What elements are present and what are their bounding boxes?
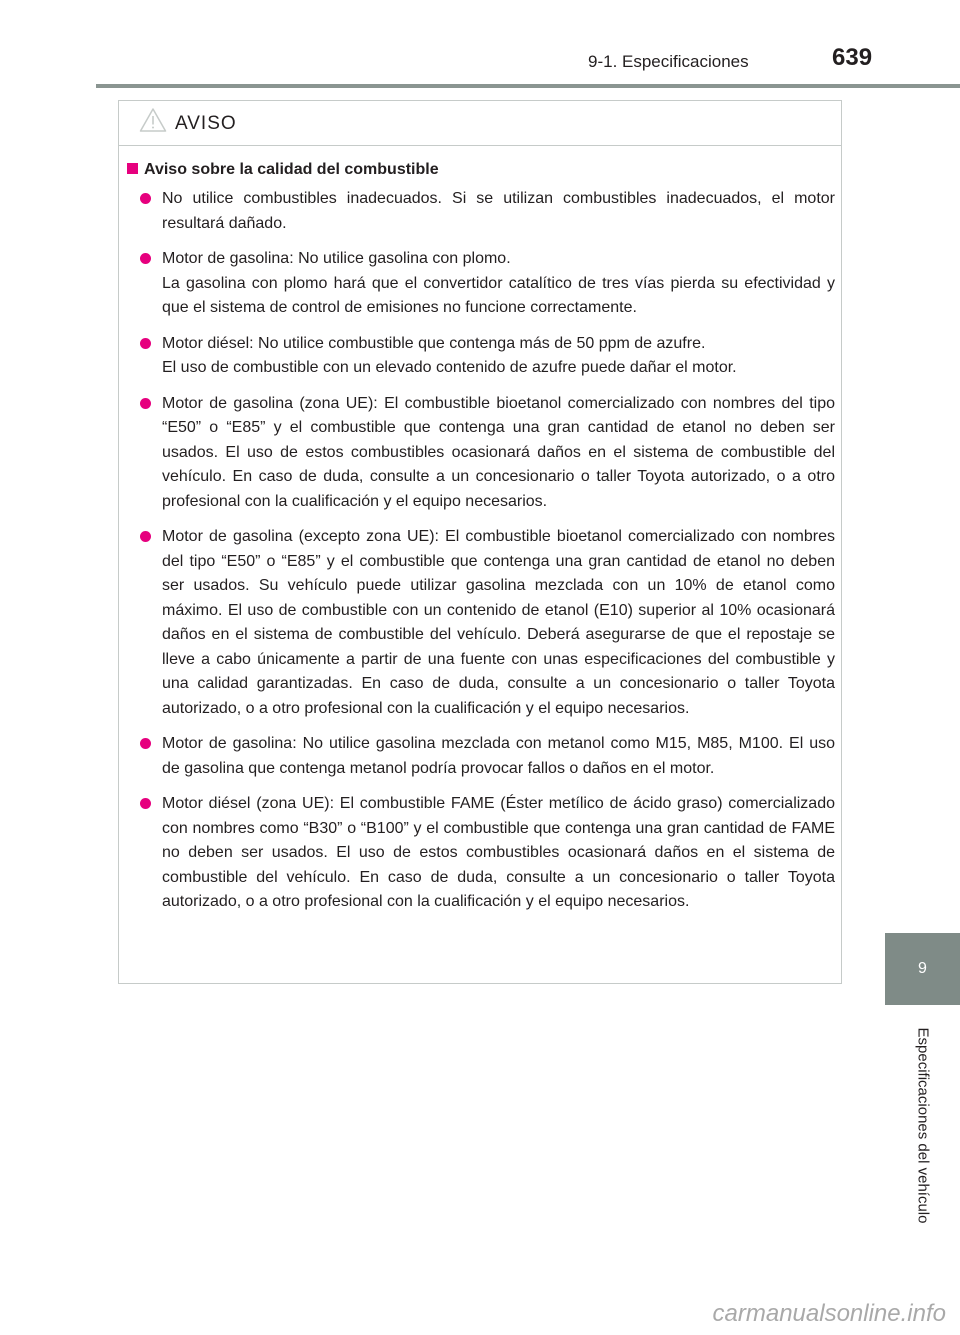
circle-bullet-icon — [140, 253, 151, 264]
list-item — [139, 525, 835, 721]
chapter-tab[interactable] — [885, 933, 960, 1005]
list-item-text: Motor de gasolina: No utilice gasolina con plomo. — [162, 250, 511, 267]
circle-bullet-icon — [140, 798, 151, 809]
section-heading-text: Aviso sobre la calidad del combustible — [144, 161, 439, 178]
list-item-text: No utilice combustibles inadecuados. Si se utilizan combustibles inadecuados, el motor resultará dañado. — [162, 190, 835, 232]
warning-title: AVISO — [175, 113, 237, 134]
section-heading — [127, 161, 439, 179]
list-item-text: Motor diésel: No utilice combustible que contenga más de 50 ppm de azufre. — [162, 334, 706, 352]
circle-bullet-icon — [140, 398, 151, 409]
list-item-text: Motor de gasolina (excepto zona UE): El combustible bioetanol comercializado con nombres del tipo “E50” o “E85” y el combustible que contenga una gran cantidad de etanol no deben ser usados. Su vehículo puede utilizar gasolina mezclada con un 10% de etanol como máximo. El uso de combustible con un contenido de etanol (E10) superior al 10% ocasionará daños en el sistema de combustible del vehículo. Deberá asegurarse de que el repostaje se lleve a cabo únicamente a partir de una fuente con unas especificaciones del combustible y una calidad garantizadas. En caso de duda, consulte a un concesionario o taller Toyota autorizado, o a otro profesional con la cualificación y el equipo necesarios. — [162, 528, 835, 717]
list-item — [139, 332, 835, 381]
square-bullet-icon — [127, 163, 138, 174]
watermark: carmanualsonline.info — [712, 1300, 946, 1327]
section-title: 9-1. Especificaciones — [588, 52, 749, 71]
list-item-text: Motor de gasolina (zona UE): El combustible bioetanol comercializado con nombres del tipo “E50” o “E85” y el combustible que contenga una gran cantidad de etanol no deben ser usados. El uso de estos combustibles ocasionará daños en el sistema de combustible del vehículo. En caso de duda, consulte a un concesionario o taller Toyota autorizado, o a otro profesional con la cualificación y el equipo necesarios. — [162, 394, 835, 510]
circle-bullet-icon — [140, 531, 151, 542]
list-item — [139, 732, 835, 781]
chapter-label — [885, 1005, 960, 1245]
list-item — [139, 187, 835, 236]
header-divider — [96, 84, 960, 88]
chapter-number: 9 — [918, 960, 927, 977]
page-number: 639 — [832, 44, 873, 71]
circle-bullet-icon — [140, 193, 151, 204]
warning-items-list — [139, 187, 835, 926]
list-item-text: El uso de combustible con un elevado contenido de azufre puede dañar el motor. — [162, 359, 737, 376]
warning-triangle-icon — [139, 107, 167, 138]
list-item — [139, 792, 835, 915]
warning-header — [119, 101, 841, 146]
list-item-text: Motor diésel (zona UE): El combustible FAME (Éster metílico de ácido graso) comercializado con nombres como “B30” o “B100” y el combustible que contenga una gran cantidad de FAME no deben ser usados. El uso de estos combustibles ocasionará daños en el sistema de combustible del vehículo. En caso de duda, consulte a un concesionario o taller Toyota autorizado, o a otro profesional con la cualificación y el equipo necesarios. — [162, 795, 835, 910]
list-item — [139, 392, 835, 515]
list-item-text: La gasolina con plomo hará que el convertidor catalítico de tres vías pierda su efectividad y que el sistema de control de emisiones no funcione correctamente. — [162, 274, 835, 316]
list-item — [139, 247, 835, 321]
warning-box — [118, 100, 842, 984]
list-item-text: Motor de gasolina: No utilice gasolina mezclada con metanol como M15, M85, M100. El uso de gasolina que contenga metanol podría provocar fallos o daños en el motor. — [162, 735, 835, 777]
circle-bullet-icon — [140, 338, 151, 349]
circle-bullet-icon — [140, 738, 151, 749]
chapter-label-text: Especificaciones del vehículo — [914, 1027, 932, 1223]
